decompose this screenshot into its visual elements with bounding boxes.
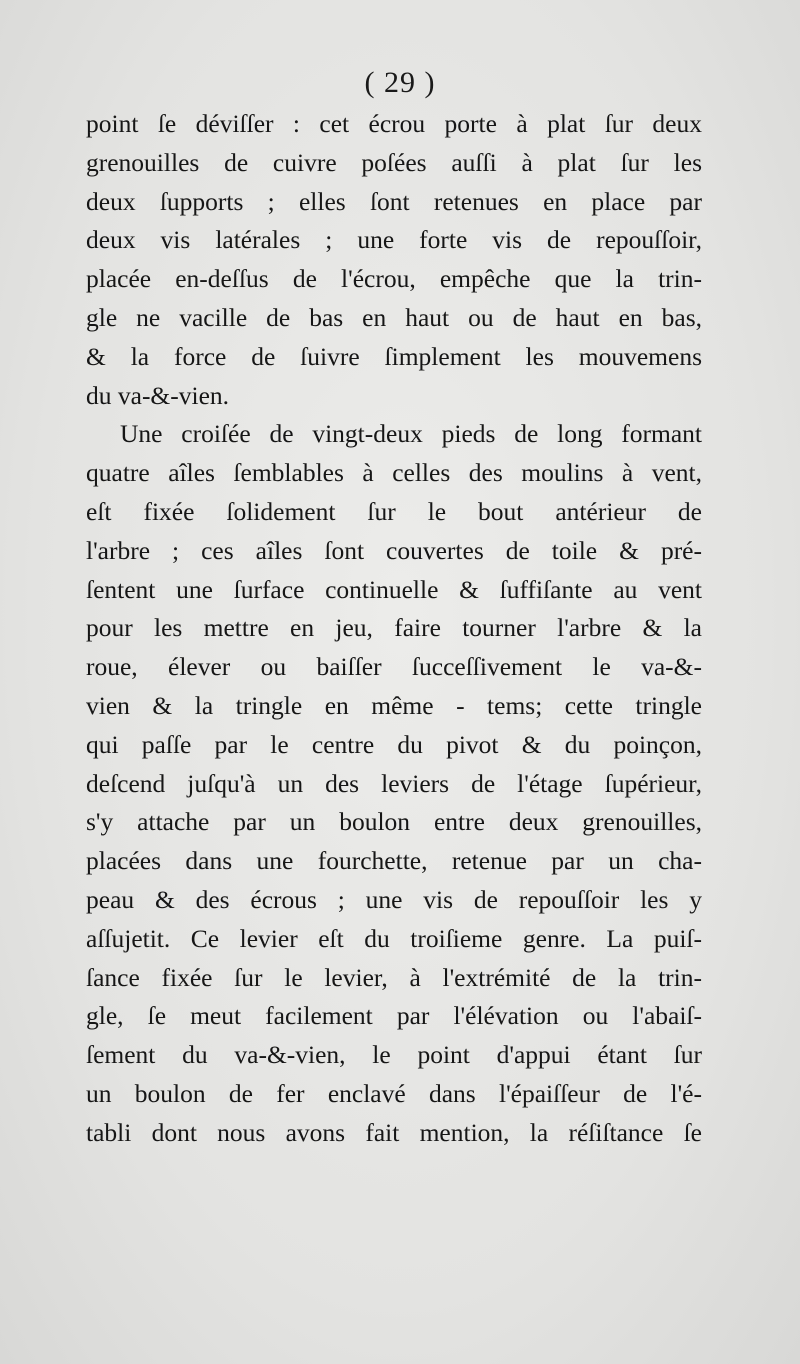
text-line: point ſe déviſſer : cet écrou porte à plat ſur deux — [86, 109, 702, 138]
text-line: ſance fixée ſur le levier, à l'extrémité de la trin- — [86, 962, 702, 992]
text-line: ſement du va-&-vien, le point d'appui étant ſur — [86, 1040, 702, 1070]
body-text — [86, 105, 702, 1153]
text-line: s'y attache par un boulon entre deux grenouilles, — [86, 807, 702, 837]
page-number: ( 29 ) — [364, 66, 436, 99]
paragraph-start-line: Une croiſée de vingt-deux pieds de long formant — [120, 419, 702, 449]
text-line: vien & la tringle en même - tems; cette tringle — [86, 690, 702, 720]
text-line: aſſujetit. Ce levier eſt du troiſieme genre. La puiſ- — [86, 923, 702, 953]
text-line: quatre aîles ſemblables à celles des moulins à vent, — [86, 458, 702, 488]
text-line: du va-&-vien. — [86, 380, 230, 410]
text-line: qui paſſe par le centre du pivot & du poinçon, — [86, 729, 702, 759]
text-line: gle ne vacille de bas en haut ou de haut en bas, — [86, 302, 702, 332]
text-line: & la force de ſuivre ſimplement les mouvemens — [86, 341, 702, 371]
text-line: pour les mettre en jeu, faire tourner l'arbre & la — [86, 613, 702, 643]
text-line: grenouilles de cuivre poſées auſſi à plat ſur les — [86, 147, 702, 177]
text-line: ſentent une ſurface continuelle & ſuffiſante au vent — [86, 574, 702, 604]
text-line: placées dans une fourchette, retenue par un cha- — [86, 846, 702, 876]
text-line: tabli dont nous avons fait mention, la réſiſtance ſe — [86, 1117, 702, 1147]
text-line: deux vis latérales ; une forte vis de repouſſoir, — [86, 225, 702, 255]
text-line: l'arbre ; ces aîles ſont couvertes de toile & pré- — [86, 535, 702, 565]
text-line: un boulon de fer enclavé dans l'épaiſſeur de l'é- — [86, 1078, 702, 1108]
text-line: eſt fixée ſolidement ſur le bout antérieur de — [86, 496, 702, 526]
text-line: placée en-deſſus de l'écrou, empêche que la trin- — [86, 264, 702, 294]
text-line: deux ſupports ; elles ſont retenues en place par — [86, 186, 702, 216]
text-line: roue, élever ou baiſſer ſucceſſivement le va-&- — [86, 652, 702, 682]
text-line: peau & des écrous ; une vis de repouſſoir les y — [86, 884, 702, 914]
text-line: deſcend juſqu'à un des leviers de l'étage ſupérieur, — [86, 768, 702, 798]
text-line: gle, ſe meut facilement par l'élévation ou l'abaiſ- — [86, 1001, 702, 1031]
